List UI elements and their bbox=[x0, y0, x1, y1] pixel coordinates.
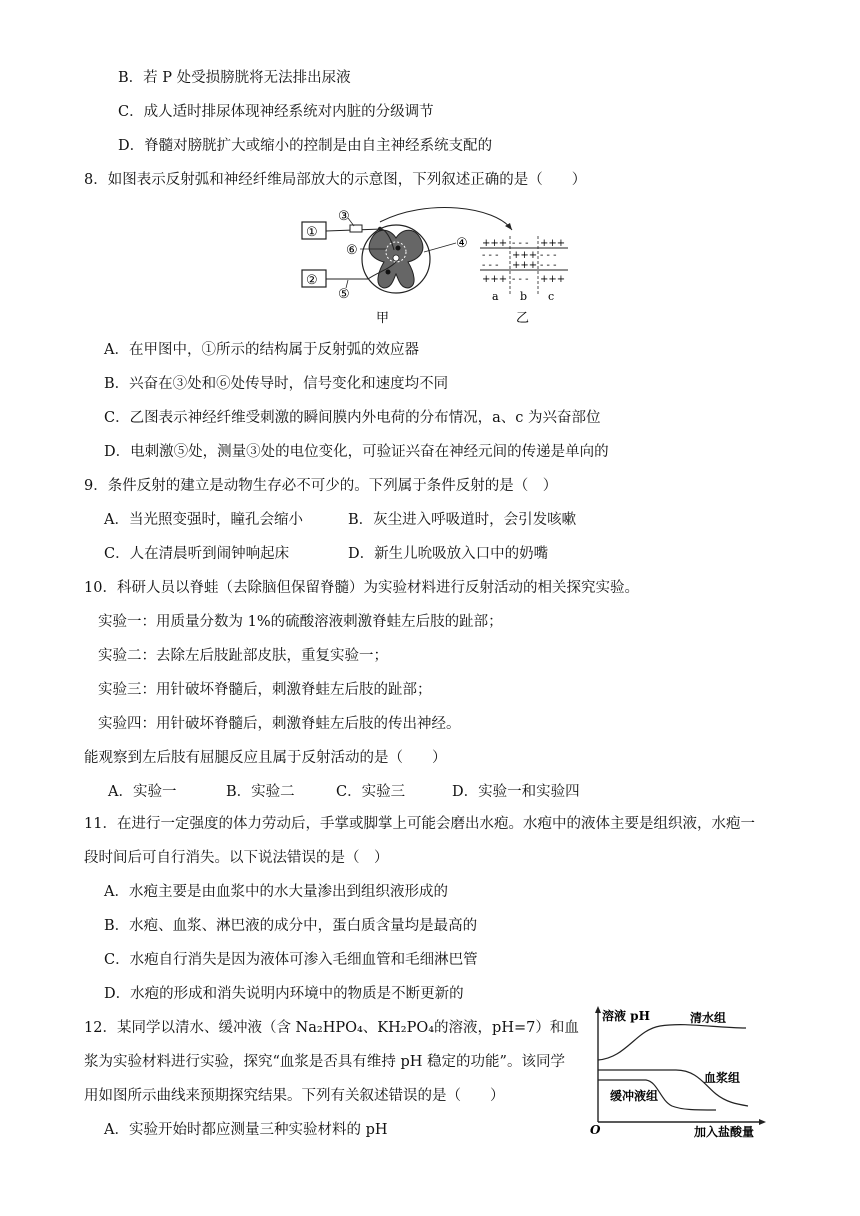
y-axis-label: 溶液 pH bbox=[602, 1009, 650, 1023]
q11-option-b: B．水疱、血浆、淋巴液的成分中，蛋白质含量均是最高的 bbox=[104, 918, 478, 934]
q11-stem-line1: 11．在进行一定强度的体力劳动后，手掌或脚掌上可能会磨出水疱。水疱中的液体主要是组织液，水疱一 bbox=[84, 816, 755, 832]
segment-label-a: a bbox=[492, 290, 499, 303]
x-axis-label: 加入盐酸量 bbox=[694, 1125, 755, 1139]
reflex-arc-figure bbox=[296, 202, 586, 326]
q11-option-a: A．水疱主要是由血浆中的水大量渗出到组织液形成的 bbox=[104, 884, 448, 900]
segment-label-c: c bbox=[548, 290, 555, 303]
figure-label-2: ② bbox=[306, 273, 318, 288]
q7-option-c: C．成人适时排尿体现神经系统对内脏的分级调节 bbox=[118, 104, 434, 120]
q9-option-d: D．新生儿吮吸放入口中的奶嘴 bbox=[348, 546, 549, 562]
fiber-charge: - - - bbox=[482, 250, 499, 261]
q10-option-a: A．实验一 bbox=[108, 784, 177, 800]
q10-experiment-2: 实验二：去除左后肢趾部皮肤，重复实验一； bbox=[98, 648, 388, 664]
q11-option-d: D．水疱的形成和消失说明内环境中的物质是不断更新的 bbox=[104, 986, 464, 1002]
q11-stem-line2: 段时间后可自行消失。以下说法错误的是（ ） bbox=[84, 850, 389, 866]
fiber-charge: +++ bbox=[482, 238, 508, 249]
q11-option-c: C．水疱自行消失是因为液体可渗入毛细血管和毛细淋巴管 bbox=[104, 952, 478, 968]
fiber-charge: - - - bbox=[540, 250, 557, 261]
q8-stem: 8．如图表示反射弧和神经纤维局部放大的示意图，下列叙述正确的是（ ） bbox=[84, 172, 587, 188]
figure-label-4: ④ bbox=[456, 236, 468, 251]
q10-experiment-1: 实验一：用质量分数为 1%的硫酸溶液刺激脊蛙左后肢的趾部； bbox=[98, 614, 503, 630]
fiber-charge: +++ bbox=[540, 238, 566, 249]
q10-option-c: C．实验三 bbox=[336, 784, 406, 800]
segment-label-b: b bbox=[520, 290, 528, 303]
buffer-group-label: 缓冲液组 bbox=[610, 1089, 659, 1103]
plasma-group-label: 血浆组 bbox=[704, 1071, 741, 1085]
q10-option-b: B．实验二 bbox=[226, 784, 295, 800]
q12-stem-line1: 12．某同学以清水、缓冲液（含 Na₂HPO₄、KH₂PO₄的溶液，pH=7）和血 bbox=[84, 1020, 579, 1036]
q12-stem-line3: 用如图所示曲线来预期探究结果。下列有关叙述错误的是（ ） bbox=[84, 1088, 505, 1104]
water-group-curve bbox=[598, 1025, 746, 1060]
figure-label-6: ⑥ bbox=[346, 243, 358, 258]
q8-option-b: B．兴奋在③处和⑥处传导时，信号变化和速度均不同 bbox=[104, 376, 449, 392]
fiber-charge: +++ bbox=[540, 274, 566, 285]
fiber-charge: - - - bbox=[512, 238, 529, 249]
q12-option-a: A．实验开始时都应测量三种实验材料的 pH bbox=[104, 1122, 388, 1138]
q10-experiment-3: 实验三：用针破坏脊髓后，刺激脊蛙左后肢的趾部； bbox=[98, 682, 432, 698]
q9-option-b: B．灰尘进入呼吸道时，会引发咳嗽 bbox=[348, 512, 577, 528]
caption-yi: 乙 bbox=[516, 311, 530, 326]
figure-label-3: ③ bbox=[338, 209, 350, 224]
figure-label-1: ① bbox=[306, 225, 318, 240]
water-group-label: 清水组 bbox=[690, 1011, 727, 1025]
q8-option-a: A．在甲图中，①所示的结构属于反射弧的效应器 bbox=[104, 342, 419, 358]
fiber-charge: +++ bbox=[512, 250, 538, 261]
fiber-charge: - - - bbox=[482, 260, 499, 271]
origin-label: O bbox=[590, 1123, 601, 1137]
q7-option-d: D．脊髓对膀胱扩大或缩小的控制是由自主神经系统支配的 bbox=[118, 138, 493, 154]
fiber-charge: +++ bbox=[482, 274, 508, 285]
q10-question: 能观察到左后肢有屈腿反应且属于反射活动的是（ ） bbox=[84, 750, 447, 766]
nerve-fiber-diagram bbox=[480, 236, 568, 303]
fiber-charge: +++ bbox=[512, 260, 538, 271]
fiber-charge: - - - bbox=[540, 260, 557, 271]
q9-stem: 9．条件反射的建立是动物生存必不可少的。下列属于条件反射的是（ ） bbox=[84, 478, 558, 494]
ph-curve-figure bbox=[586, 1004, 770, 1140]
q12-stem-line2: 浆为实验材料进行实验，探究“血浆是否具有维持 pH 稳定的功能”。该同学 bbox=[84, 1054, 565, 1070]
q9-option-c: C．人在清晨听到闹钟响起床 bbox=[104, 546, 290, 562]
caption-jia: 甲 bbox=[376, 311, 390, 326]
q10-option-d: D．实验一和实验四 bbox=[452, 784, 580, 800]
fiber-charge: - - - bbox=[512, 274, 529, 285]
q7-option-b: B．若 P 处受损膀胱将无法排出尿液 bbox=[118, 70, 351, 86]
q10-experiment-4: 实验四：用针破坏脊髓后，刺激脊蛙左后肢的传出神经。 bbox=[98, 716, 461, 732]
q10-stem: 10．科研人员以脊蛙（去除脑但保留脊髓）为实验材料进行反射活动的相关探究实验。 bbox=[84, 580, 639, 596]
q8-option-d: D．电刺激⑤处，测量③处的电位变化，可验证兴奋在神经元间的传递是单向的 bbox=[104, 444, 609, 460]
q9-option-a: A．当光照变强时，瞳孔会缩小 bbox=[104, 512, 303, 528]
figure-label-5: ⑤ bbox=[338, 287, 350, 302]
q8-option-c: C．乙图表示神经纤维受刺激的瞬间膜内外电荷的分布情况，a、c 为兴奋部位 bbox=[104, 410, 601, 426]
